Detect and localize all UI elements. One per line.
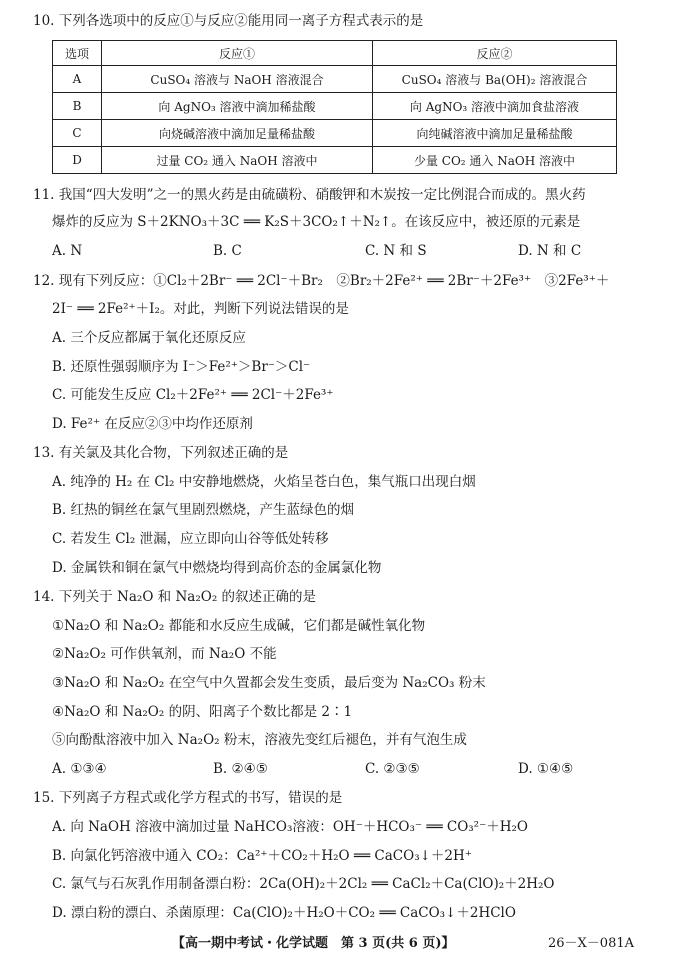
q13-option-c: C. 若发生 Cl₂ 泄漏，应立即向山谷等低处转移 [52,531,329,547]
row-label: D [53,147,102,174]
q12-option-d: D. Fe²⁺ 在反应②③中均作还原剂 [52,416,253,432]
row-label: A [53,66,102,93]
header-option: 选项 [53,41,102,66]
row-label: B [53,93,102,120]
header-reaction-1: 反应① [102,41,373,66]
q13-stem: 13. 有关氯及其化合物，下列叙述正确的是 [33,445,289,461]
q15-option-b: B. 向氯化钙溶液中通入 CO₂：Ca²⁺＋CO₂＋H₂O ══ CaCO₃↓＋2H⁺ [52,848,472,864]
row-reaction-1: 向烧碱溶液中滴加足量稀盐酸 [102,120,373,147]
q14-stem: 14. 下列关于 Na₂O 和 Na₂O₂ 的叙述正确的是 [33,589,317,605]
table-header-row [53,41,617,66]
q15-stem: 15. 下列离子方程式或化学方程式的书写，错误的是 [33,790,343,806]
row-reaction-1: CuSO₄ 溶液与 NaOH 溶液混合 [102,66,373,93]
header-reaction-2: 反应② [373,41,617,66]
table-row [53,147,617,174]
q10-options-table [52,40,617,174]
q14-option-d: D. ①④⑤ [518,761,574,777]
q13-option-d: D. 金属铁和铜在氯气中燃烧均得到高价态的金属氯化物 [52,560,382,576]
exam-code: 26－X－081A [548,936,634,951]
row-reaction-2: 少量 CO₂ 通入 NaOH 溶液中 [373,147,617,174]
q14-statement-5: ⑤向酚酞溶液中加入 Na₂O₂ 粉末，溶液先变红后褪色，并有气泡生成 [52,732,467,748]
page-footer: 【高一期中考试・化学试题 第 3 页(共 6 页)】 [172,936,455,951]
q12-option-a: A. 三个反应都属于氧化还原反应 [52,330,246,346]
table-row [53,66,617,93]
q11-option-b: B. C [213,243,242,259]
q11-option-d: D. N 和 C [518,243,582,259]
q11-option-a: A. N [52,243,83,259]
row-reaction-1: 向 AgNO₃ 溶液中滴加稀盐酸 [102,93,373,120]
q14-option-a: A. ①③④ [52,761,107,777]
q14-statement-1: ①Na₂O 和 Na₂O₂ 都能和水反应生成碱，它们都是碱性氧化物 [52,618,426,634]
table-row [53,93,617,120]
row-reaction-2: 向 AgNO₃ 溶液中滴加食盐溶液 [373,93,617,120]
q14-statement-4: ④Na₂O 和 Na₂O₂ 的阴、阳离子个数比都是 2∶1 [52,704,353,720]
row-reaction-2: 向纯碱溶液中滴加足量稀盐酸 [373,120,617,147]
q11-line-2: 爆炸的反应为 S＋2KNO₃＋3C ══ K₂S＋3CO₂↑＋N₂↑。在该反应中，被还原的元素是 [52,214,581,230]
row-label: C [53,120,102,147]
q14-option-b: B. ②④⑤ [213,761,268,777]
q14-statement-3: ③Na₂O 和 Na₂O₂ 在空气中久置都会发生变质，最后变为 Na₂CO₃ 粉末 [52,675,486,691]
row-reaction-2: CuSO₄ 溶液与 Ba(OH)₂ 溶液混合 [373,66,617,93]
q11-option-c: C. N 和 S [365,243,427,259]
q15-option-a: A. 向 NaOH 溶液中滴加过量 NaHCO₃溶液：OH⁻＋HCO₃⁻ ══ CO₃²⁻＋H₂O [52,819,528,835]
q14-option-c: C. ②③⑤ [365,761,420,777]
q13-option-b: B. 红热的铜丝在氯气里剧烈燃烧，产生蓝绿色的烟 [52,502,355,518]
q12-option-c: C. 可能发生反应 Cl₂＋2Fe²⁺ ══ 2Cl⁻＋2Fe³⁺ [52,387,334,403]
q12-option-b: B. 还原性强弱顺序为 I⁻＞Fe²⁺＞Br⁻＞Cl⁻ [52,359,311,375]
table-row [53,120,617,147]
q15-option-c: C. 氯气与石灰乳作用制备漂白粉：2Ca(OH)₂＋2Cl₂ ══ CaCl₂＋Ca(ClO)₂＋2H₂O [52,876,555,892]
q13-option-a: A. 纯净的 H₂ 在 Cl₂ 中安静地燃烧，火焰呈苍白色，集气瓶口出现白烟 [52,474,476,490]
q14-statement-2: ②Na₂O₂ 可作供氧剂，而 Na₂O 不能 [52,646,277,662]
q12-line-2: 2I⁻ ══ 2Fe²⁺＋I₂。对此，判断下列说法错误的是 [52,301,349,317]
q15-option-d: D. 漂白粉的漂白、杀菌原理：Ca(ClO)₂＋H₂O＋CO₂ ══ CaCO₃↓＋2HClO [52,905,516,921]
q12-line-1: 12. 现有下列反应：①Cl₂＋2Br⁻ ══ 2Cl⁻＋Br₂ ②Br₂＋2Fe²⁺ ══ 2Br⁻＋2Fe³⁺ ③2Fe³⁺＋ [33,273,610,289]
q11-line-1: 11. 我国“四大发明”之一的黑火药是由硫磺粉、硝酸钾和木炭按一定比例混合而成的。黑火药 [33,187,586,203]
q10-stem: 10. 下列各选项中的反应①与反应②能用同一离子方程式表示的是 [33,13,424,29]
row-reaction-1: 过量 CO₂ 通入 NaOH 溶液中 [102,147,373,174]
